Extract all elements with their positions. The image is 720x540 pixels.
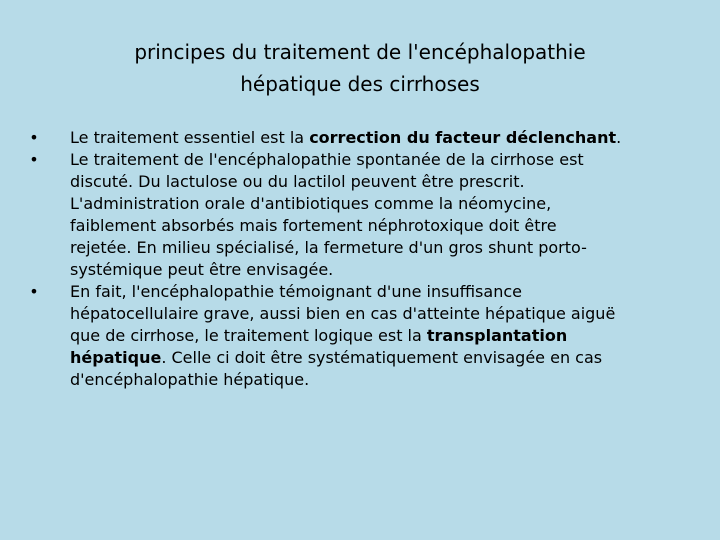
bullet-item-transplantation <box>26 281 706 391</box>
bullet-line: Le traitement de l'encéphalopathie spontanée de la cirrhose est <box>70 150 584 169</box>
title-line-2: hépatique des cirrhoses <box>240 72 480 96</box>
bullet-line: En fait, l'encéphalopathie témoignant d'une insuffisance <box>70 282 522 301</box>
bullet-item-correction-facteur <box>26 127 706 149</box>
title-line-1: principes du traitement de l'encéphalopathie <box>134 40 586 64</box>
emphasis-text: hépatique <box>70 348 162 367</box>
bullet-line: d'encéphalopathie hépatique. <box>70 370 310 389</box>
bullet-line: faiblement absorbés mais fortement néphrotoxique doit être <box>70 216 557 235</box>
bullet-item-traitement-spontane <box>26 149 706 281</box>
emphasis-text: correction du facteur déclenchant <box>309 128 617 147</box>
bullet-text: Le traitement essentiel est la <box>70 128 310 147</box>
bullet-line: rejetée. En milieu spécialisé, la fermeture d'un gros shunt porto- <box>70 238 587 257</box>
bullet-line: L'administration orale d'antibiotiques comme la néomycine, <box>70 194 552 213</box>
bullet-list <box>26 127 706 391</box>
bullet-marker: • <box>29 150 39 169</box>
bullet-text: . <box>616 128 622 147</box>
bullet-text: . Celle ci doit être systématiquement envisagée en cas <box>161 348 603 367</box>
bullet-line <box>70 347 706 369</box>
slide-title <box>60 36 660 100</box>
bullet-line: systémique peut être envisagée. <box>70 260 334 279</box>
bullet-line: discuté. Du lactulose ou du lactilol peuvent être prescrit. <box>70 172 525 191</box>
bullet-line: hépatocellulaire grave, aussi bien en cas d'atteinte hépatique aiguë <box>70 304 616 323</box>
bullet-line <box>70 325 706 347</box>
bullet-marker: • <box>29 282 39 301</box>
emphasis-text: transplantation <box>426 326 568 345</box>
bullet-line <box>70 127 706 149</box>
bullet-marker: • <box>29 128 39 147</box>
bullet-text: que de cirrhose, le traitement logique est la <box>70 326 427 345</box>
